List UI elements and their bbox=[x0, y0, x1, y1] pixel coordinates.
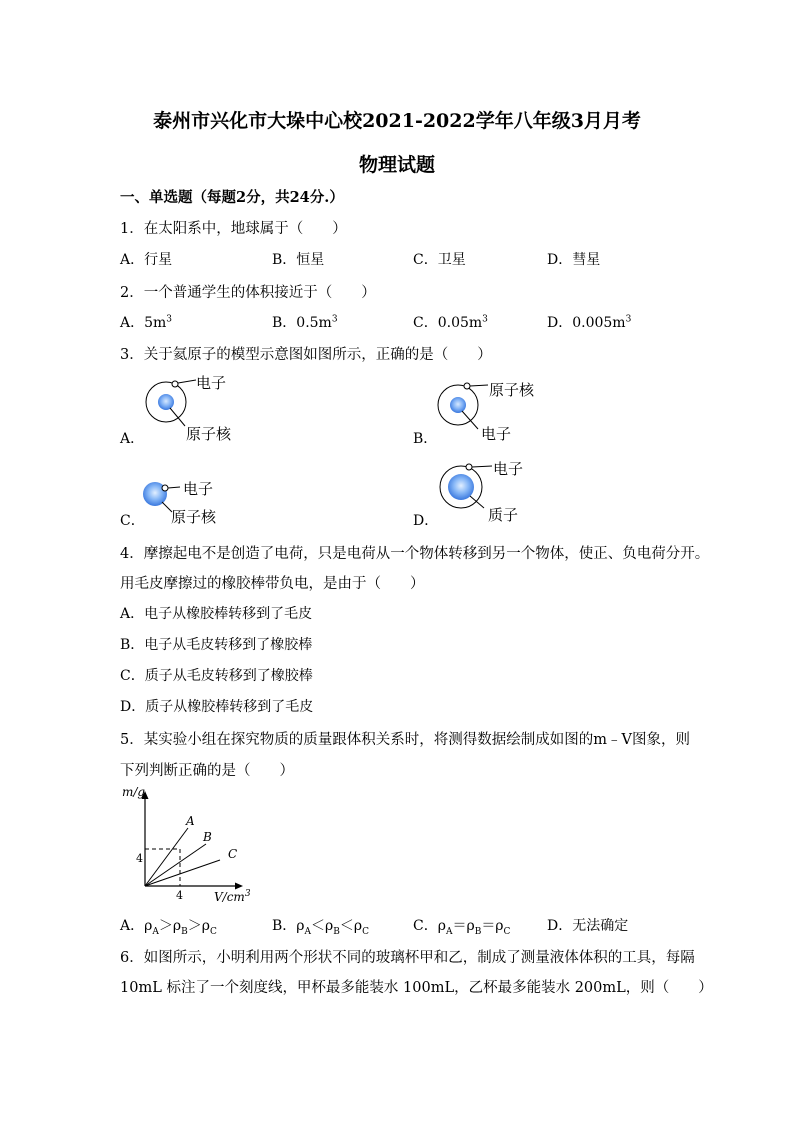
electron bbox=[162, 485, 168, 491]
question-3-stem: 3．关于氦原子的模型示意图如图所示，正确的是（ ） bbox=[120, 347, 492, 363]
graph-x-label: $V/cm^3$ bbox=[214, 889, 251, 904]
label-electron: 电子 bbox=[196, 374, 227, 392]
q4-option-c: C．质子从毛皮转移到了橡胶棒 bbox=[120, 668, 313, 684]
question-6-stem: 6．如图所示，小明利用两个形状不同的玻璃杯甲和乙，制成了测量液体体积的工具，每隔 bbox=[120, 950, 695, 966]
label-electron: 电子 bbox=[183, 480, 214, 498]
pointer-line bbox=[470, 496, 484, 508]
question-4-stem: 4．摩擦起电不是创造了电荷，只是电荷从一个物体转移到另一个物体，使正、负电荷分开。 bbox=[120, 546, 710, 562]
q3-option-a-letter: A． bbox=[120, 431, 145, 447]
q2-option-d: D．$0.005m^3$ bbox=[547, 314, 632, 331]
nucleus bbox=[450, 397, 466, 413]
line-c bbox=[145, 860, 220, 886]
pointer-line bbox=[178, 380, 196, 383]
graph-line-b-label: B bbox=[203, 830, 212, 844]
label-nucleus: 原子核 bbox=[489, 381, 535, 399]
q3-option-c-letter: C． bbox=[120, 513, 145, 529]
q3-option-b-letter: B． bbox=[413, 431, 438, 447]
label-electron: 电子 bbox=[481, 425, 512, 443]
question-1-stem: 1．在太阳系中，地球属于（ ） bbox=[120, 221, 347, 237]
q3-option-d-letter: D． bbox=[413, 513, 439, 529]
question-5-stem-cont: 下列判断正确的是（ ） bbox=[120, 763, 294, 779]
q5-option-c: C．$\rho_A=\rho_B=\rho_C$ bbox=[413, 918, 511, 937]
question-2-stem: 2．一个普通学生的体积接近于（ ） bbox=[120, 285, 376, 301]
label-electron: 电子 bbox=[493, 460, 524, 478]
section-heading: 一、单选题（每题2分，共24分.） bbox=[120, 189, 344, 206]
question-5-stem: 5．某实验小组在探究物质的质量跟体积关系时，将测得数据绘制成如图的m﹣V图象，则 bbox=[120, 732, 690, 748]
q5-option-d: D．无法确定 bbox=[547, 918, 629, 934]
pointer-line bbox=[168, 487, 180, 488]
q2-option-c: C．$0.05m^3$ bbox=[413, 314, 488, 331]
pointer-line bbox=[170, 408, 185, 426]
pointer-line bbox=[472, 466, 492, 467]
q5-option-a: A．$\rho_A>\rho_B>\rho_C$ bbox=[120, 918, 217, 937]
q1-option-d: D．彗星 bbox=[547, 252, 601, 268]
line-a bbox=[145, 828, 188, 886]
q1-option-b: B．恒星 bbox=[272, 252, 325, 268]
pointer-line bbox=[470, 385, 488, 386]
line-b bbox=[145, 844, 206, 886]
q2-option-a: A．$5m^3$ bbox=[120, 314, 173, 331]
x-axis-arrow bbox=[235, 883, 243, 890]
graph-x-tick: 4 bbox=[176, 889, 183, 902]
label-nucleus: 原子核 bbox=[171, 508, 217, 526]
graph-line-a-label: A bbox=[186, 814, 195, 828]
q4-option-a: A．电子从橡胶棒转移到了毛皮 bbox=[120, 606, 313, 622]
q2-option-b: B．$0.5m^3$ bbox=[272, 314, 338, 331]
nucleus bbox=[158, 394, 174, 410]
electron bbox=[464, 383, 470, 389]
q1-option-a: A．行星 bbox=[120, 252, 173, 268]
label-nucleus: 原子核 bbox=[186, 425, 232, 443]
graph-y-label: m/g bbox=[122, 785, 146, 799]
electron bbox=[172, 381, 178, 387]
label-proton: 质子 bbox=[488, 506, 519, 524]
q5-option-b: B．$\rho_A<\rho_B<\rho_C$ bbox=[272, 918, 370, 937]
electron bbox=[466, 464, 472, 470]
exam-title: 泰州市兴化市大垛中心校2021-2022学年八年级3月月考 bbox=[153, 110, 641, 132]
q4-option-d: D．质子从橡胶棒转移到了毛皮 bbox=[120, 699, 314, 715]
question-4-stem-cont: 用毛皮摩擦过的橡胶棒带负电，是由于（ ） bbox=[120, 576, 425, 592]
question-6-stem-cont: 10mL 标注了一个刻度线，甲杯最多能装水 100mL，乙杯最多能装水 200mL，则（ ） bbox=[120, 980, 713, 996]
m-v-graph bbox=[118, 782, 258, 907]
graph-y-tick: 4 bbox=[136, 852, 143, 865]
q1-option-c: C．卫星 bbox=[413, 252, 466, 268]
q4-option-b: B．电子从毛皮转移到了橡胶棒 bbox=[120, 637, 313, 653]
exam-subtitle: 物理试题 bbox=[358, 154, 435, 176]
graph-line-c-label: C bbox=[228, 847, 238, 861]
